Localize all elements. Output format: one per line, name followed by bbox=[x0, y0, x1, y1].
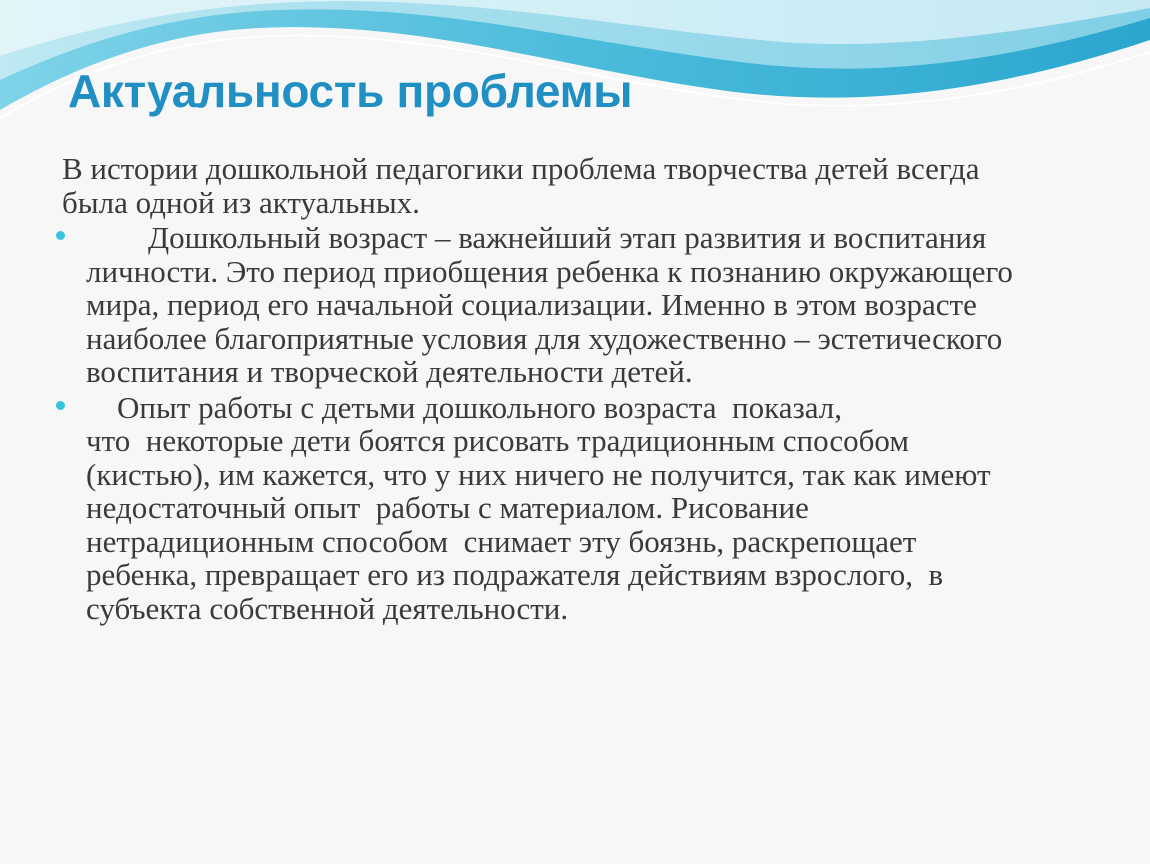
bullet-paragraph bbox=[56, 391, 1116, 626]
intro-paragraph bbox=[56, 152, 1116, 219]
paragraph-line: (кистью), им кажется, что у них ничего не получится, так как имеют bbox=[86, 456, 991, 492]
slide-title: Актуальность проблемы bbox=[68, 65, 633, 117]
bullet-dot-icon bbox=[56, 231, 65, 240]
paragraph-line: что некоторые дети боятся рисовать традиционным способом bbox=[86, 423, 909, 458]
paragraph-line: воспитания и творческой деятельности детей. bbox=[86, 354, 693, 389]
paragraph-line: была одной из актуальных. bbox=[62, 184, 420, 220]
paragraph-line: наиболее благоприятные условия для художественно – эстетического bbox=[86, 320, 1003, 356]
paragraph-line: Дошкольный возраст – важнейший этап развития и воспитания bbox=[86, 220, 987, 255]
paragraph-line: В истории дошкольной педагогики проблема творчества детей всегда bbox=[62, 151, 980, 186]
paragraph-line: личности. Это период приобщения ребенка к познанию окружающего bbox=[86, 253, 1013, 289]
paragraph-line: нетрадиционным способом снимает эту боязнь, раскрепощает bbox=[86, 523, 917, 559]
paragraph-line: мира, период его начальной социализации. Именно в этом возрасте bbox=[86, 287, 977, 322]
paragraph-line: ребенка, превращает его из подражателя действиям взрослого, в bbox=[86, 557, 944, 592]
slide-body bbox=[56, 152, 1116, 625]
paragraph-line: Опыт работы с детьми дошкольного возраста показал, bbox=[86, 389, 842, 425]
paragraph-line: недостаточный опыт работы с материалом. Рисование bbox=[86, 490, 809, 525]
bullet-paragraph bbox=[56, 221, 1116, 389]
paragraph-line: субъекта собственной деятельности. bbox=[86, 590, 569, 626]
bullet-dot-icon bbox=[56, 401, 65, 410]
